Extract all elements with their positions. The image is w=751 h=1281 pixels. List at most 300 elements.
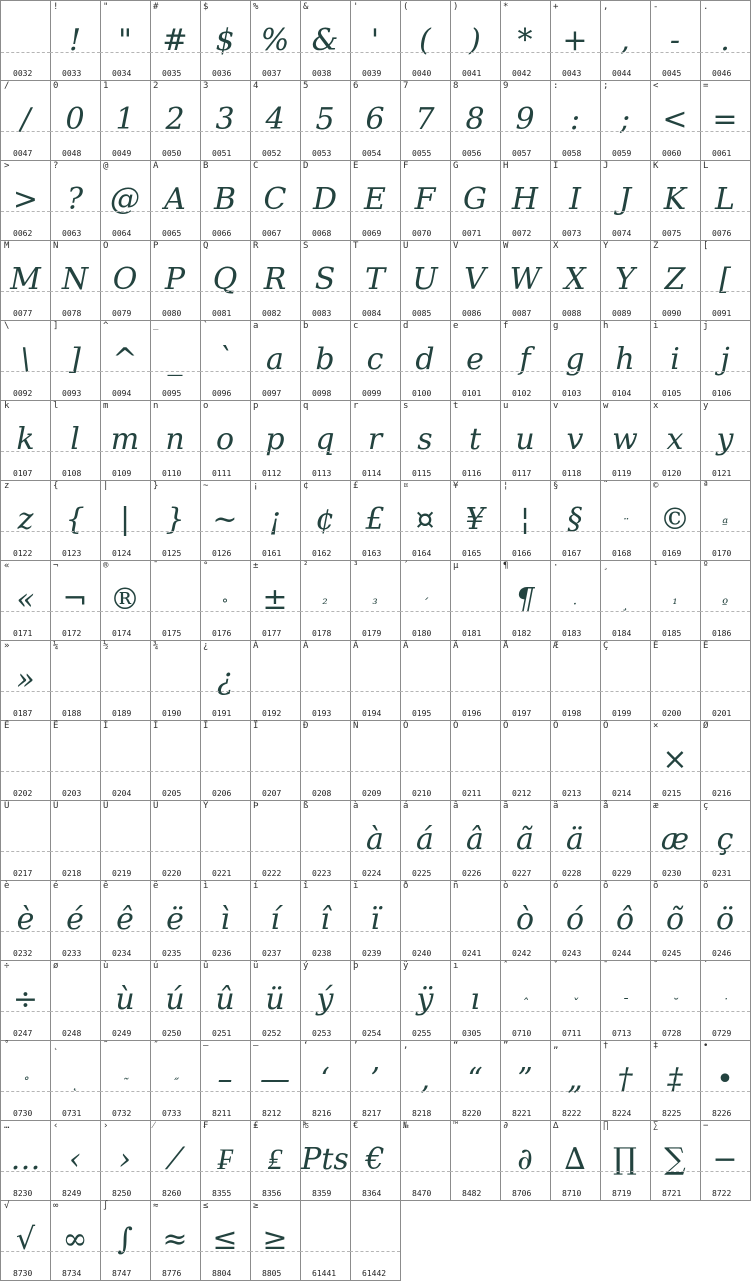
glyph-codepoint: 0164 (412, 549, 432, 558)
glyph-label: } (153, 481, 159, 491)
glyph-sample: s (417, 422, 433, 457)
glyph-cell (650, 880, 701, 961)
glyph-sample: ÿ (416, 982, 434, 1017)
glyph-label: ~ (203, 481, 209, 491)
glyph-cell (600, 240, 651, 321)
glyph-sample: ~ (212, 502, 238, 537)
glyph-label: 7 (403, 81, 409, 91)
glyph-label: \ (4, 321, 10, 331)
glyph-label: > (4, 161, 10, 171)
glyph-label: ’ (353, 1041, 359, 1051)
glyph-cell (200, 560, 251, 641)
glyph-sample: 7 (415, 102, 435, 137)
baseline-guide (250, 611, 300, 612)
glyph-cell (150, 80, 201, 161)
glyph-label: v (553, 401, 559, 411)
glyph-label: ß (303, 801, 309, 811)
baseline-guide (600, 131, 650, 132)
glyph-cell (350, 400, 401, 481)
glyph-codepoint: 61442 (362, 1269, 387, 1278)
glyph-label: 8 (453, 81, 459, 91)
glyph-cell (550, 1120, 601, 1201)
glyph-sample: ≥ (262, 1222, 288, 1257)
baseline-guide (250, 451, 300, 452)
glyph-codepoint: 0198 (562, 709, 582, 718)
glyph-sample: ; (619, 102, 631, 137)
glyph-cell (650, 80, 701, 161)
glyph-codepoint: 0203 (62, 789, 82, 798)
glyph-label: № (403, 1121, 409, 1131)
baseline-guide (300, 851, 350, 852)
glyph-label: ‡ (653, 1041, 659, 1051)
glyph-cell (400, 320, 451, 401)
glyph-codepoint: 0076 (712, 229, 732, 238)
glyph-codepoint: 0219 (112, 869, 132, 878)
glyph-sample: L (715, 182, 735, 217)
glyph-cell (650, 240, 701, 321)
glyph-label: c (353, 321, 359, 331)
glyph-label: Í (153, 721, 159, 731)
glyph-sample: ∏ (613, 1142, 637, 1177)
baseline-guide (150, 1251, 200, 1252)
baseline-guide (650, 291, 700, 292)
glyph-codepoint: 0034 (112, 69, 132, 78)
glyph-cell (450, 160, 501, 241)
glyph-label: H (503, 161, 509, 171)
glyph-codepoint: 0042 (512, 69, 532, 78)
baseline-guide (350, 531, 400, 532)
baseline-guide (450, 531, 500, 532)
baseline-guide (150, 371, 200, 372)
glyph-cell (100, 160, 151, 241)
glyph-sample: : (569, 102, 581, 137)
glyph-label: A (153, 161, 159, 171)
glyph-cell (450, 560, 501, 641)
baseline-guide (700, 291, 750, 292)
glyph-sample: F (414, 182, 436, 217)
glyph-label: 6 (353, 81, 359, 91)
glyph-codepoint: 0233 (62, 949, 82, 958)
glyph-label: M (4, 241, 10, 251)
baseline-guide (350, 291, 400, 292)
glyph-label: ∑ (653, 1121, 659, 1131)
glyph-cell (150, 880, 201, 961)
glyph-codepoint: 0057 (512, 149, 532, 158)
glyph-cell (50, 560, 101, 641)
glyph-cell (350, 80, 401, 161)
baseline-guide (400, 131, 450, 132)
glyph-label: X (553, 241, 559, 251)
glyph-cell (600, 640, 651, 721)
baseline-guide (100, 1011, 150, 1012)
baseline-guide (150, 131, 200, 132)
glyph-sample: “ (467, 1062, 483, 1097)
glyph-codepoint: 0228 (562, 869, 582, 878)
glyph-codepoint: 0099 (362, 389, 382, 398)
glyph-label: [ (703, 241, 709, 251)
baseline-guide (200, 211, 250, 212)
glyph-codepoint: 0167 (562, 549, 582, 558)
glyph-codepoint: 0248 (62, 1029, 82, 1038)
glyph-sample: ' (370, 23, 380, 58)
glyph-cell (300, 240, 351, 321)
glyph-sample: ¦ (519, 502, 531, 537)
glyph-codepoint: 0186 (712, 629, 732, 638)
glyph-label: & (303, 2, 309, 12)
glyph-codepoint: 0032 (13, 69, 33, 78)
glyph-codepoint: 0172 (62, 629, 82, 638)
glyph-sample: U (412, 262, 438, 297)
glyph-cell (250, 880, 301, 961)
glyph-label: ù (103, 961, 109, 971)
glyph-sample: & (311, 23, 339, 58)
glyph-sample: 0 (65, 102, 85, 137)
glyph-codepoint: 0106 (712, 389, 732, 398)
glyph-label: í (253, 881, 259, 891)
glyph-codepoint: 0234 (112, 949, 132, 958)
baseline-guide (650, 611, 700, 612)
glyph-cell (250, 80, 301, 161)
baseline-guide (400, 691, 450, 692)
baseline-guide (1, 1171, 50, 1172)
glyph-codepoint: 0123 (62, 549, 82, 558)
glyph-codepoint: 0216 (712, 789, 732, 798)
glyph-sample: R (263, 262, 287, 297)
glyph-codepoint: 0075 (662, 229, 682, 238)
glyph-label: 9 (503, 81, 509, 91)
glyph-label: ÷ (4, 961, 10, 971)
glyph-cell (650, 720, 701, 801)
glyph-cell (50, 1200, 101, 1281)
glyph-label: “ (453, 1041, 459, 1051)
glyph-cell (150, 800, 201, 881)
glyph-cell (300, 480, 351, 561)
baseline-guide (550, 371, 600, 372)
baseline-guide (1, 1091, 50, 1092)
baseline-guide (200, 1091, 250, 1092)
glyph-cell (250, 560, 301, 641)
baseline-guide (550, 131, 600, 132)
glyph-sample: x (666, 422, 684, 457)
glyph-cell (350, 640, 401, 721)
glyph-label: | (103, 481, 109, 491)
baseline-guide (550, 52, 600, 53)
baseline-guide (250, 1251, 300, 1252)
glyph-cell (600, 1040, 651, 1121)
glyph-codepoint: 0082 (262, 309, 282, 318)
glyph-cell (450, 720, 501, 801)
glyph-codepoint: 0114 (362, 469, 382, 478)
glyph-label: ¼ (53, 641, 59, 651)
glyph-label: Y (603, 241, 609, 251)
glyph-sample: e (466, 342, 484, 377)
baseline-guide (700, 131, 750, 132)
glyph-cell (350, 320, 401, 401)
glyph-label: S (303, 241, 309, 251)
glyph-codepoint: 8221 (512, 1109, 532, 1118)
baseline-guide (400, 1091, 450, 1092)
glyph-label: y (703, 401, 709, 411)
glyph-label: þ (353, 961, 359, 971)
glyph-codepoint: 0227 (512, 869, 532, 878)
glyph-label: £ (353, 481, 359, 491)
glyph-codepoint: 0244 (612, 949, 632, 958)
glyph-sample: v (566, 422, 584, 457)
glyph-label: ³ (353, 561, 359, 571)
glyph-cell (0, 560, 51, 641)
glyph-cell (300, 880, 351, 961)
baseline-guide (200, 1011, 250, 1012)
glyph-sample: [ (719, 262, 731, 297)
glyph-codepoint: 0207 (262, 789, 282, 798)
glyph-codepoint: 0209 (362, 789, 382, 798)
glyph-label: × (653, 721, 659, 731)
glyph-label: ¥ (453, 481, 459, 491)
glyph-sample: = (712, 102, 738, 137)
glyph-label: { (53, 481, 59, 491)
glyph-sample: H (511, 182, 539, 217)
glyph-sample: ë (166, 902, 184, 937)
glyph-cell (600, 800, 651, 881)
glyph-sample: ú (165, 982, 185, 1017)
glyph-sample: ° (221, 597, 229, 612)
glyph-cell (150, 640, 201, 721)
glyph-label: ê (103, 881, 109, 891)
glyph-codepoint: 0067 (262, 229, 282, 238)
baseline-guide (200, 52, 250, 53)
glyph-cell (150, 1200, 201, 1281)
glyph-cell (50, 0, 101, 81)
baseline-guide (1, 531, 50, 532)
glyph-cell (250, 640, 301, 721)
glyph-cell (350, 0, 401, 81)
glyph-codepoint: 0161 (262, 549, 282, 558)
baseline-guide (300, 531, 350, 532)
glyph-label: ‘ (303, 1041, 309, 1051)
glyph-label: d (403, 321, 409, 331)
glyph-cell (350, 240, 401, 321)
glyph-sample: ’ (370, 1062, 380, 1097)
glyph-codepoint: 0119 (612, 469, 632, 478)
glyph-cell (350, 160, 401, 241)
glyph-label: å (603, 801, 609, 811)
glyph-sample: ¡ (268, 502, 282, 537)
baseline-guide (200, 531, 250, 532)
glyph-label: ˚ (4, 1041, 10, 1051)
glyph-label: ð (403, 881, 409, 891)
glyph-sample: % (260, 23, 290, 58)
glyph-cell (350, 880, 401, 961)
baseline-guide (100, 451, 150, 452)
glyph-codepoint: 0193 (312, 709, 332, 718)
glyph-sample: k (16, 422, 35, 457)
glyph-codepoint: 0252 (262, 1029, 282, 1038)
glyph-sample: £ (365, 502, 385, 537)
glyph-cell (400, 640, 451, 721)
baseline-guide (350, 931, 400, 932)
glyph-label: C (253, 161, 259, 171)
glyph-sample: 3 (215, 102, 235, 137)
baseline-guide (200, 931, 250, 932)
glyph-label: ¶ (503, 561, 509, 571)
glyph-sample: ý (316, 982, 334, 1017)
baseline-guide (600, 1171, 650, 1172)
glyph-sample: ü (265, 982, 285, 1017)
glyph-sample: ô (615, 902, 635, 937)
baseline-guide (550, 1091, 600, 1092)
glyph-codepoint: 0179 (362, 629, 382, 638)
glyph-sample: l (70, 422, 80, 457)
baseline-guide (100, 371, 150, 372)
baseline-guide (100, 931, 150, 932)
glyph-label: ã (503, 801, 509, 811)
baseline-guide (350, 371, 400, 372)
baseline-guide (500, 451, 550, 452)
glyph-codepoint: 0095 (162, 389, 182, 398)
glyph-sample: X (564, 262, 586, 297)
glyph-cell (500, 480, 551, 561)
baseline-guide (450, 691, 500, 692)
baseline-guide (300, 1171, 350, 1172)
glyph-codepoint: 0249 (112, 1029, 132, 1038)
glyph-cell (600, 400, 651, 481)
glyph-codepoint: 0103 (562, 389, 582, 398)
glyph-cell (300, 800, 351, 881)
glyph-sample: ˜ (121, 1077, 129, 1092)
glyph-label: @ (103, 161, 109, 171)
glyph-label: b (303, 321, 309, 331)
glyph-label: ö (703, 881, 709, 891)
glyph-cell (100, 320, 151, 401)
glyph-cell (400, 880, 451, 961)
glyph-cell (200, 320, 251, 401)
baseline-guide (150, 291, 200, 292)
baseline-guide (550, 1171, 600, 1172)
glyph-label: † (603, 1041, 609, 1051)
glyph-sample: I (569, 182, 581, 217)
glyph-label: ¤ (403, 481, 409, 491)
glyph-cell (600, 1120, 651, 1201)
glyph-codepoint: 0217 (13, 869, 33, 878)
glyph-sample: r (367, 422, 383, 457)
baseline-guide (1, 1251, 50, 1252)
glyph-label: P (153, 241, 159, 251)
glyph-cell (50, 800, 101, 881)
glyph-cell (600, 960, 651, 1041)
baseline-guide (300, 771, 350, 772)
baseline-guide (50, 851, 100, 852)
glyph-codepoint: 0113 (312, 469, 332, 478)
glyph-label: Å (503, 641, 509, 651)
glyph-sample: J (618, 182, 632, 217)
glyph-label: ⁄ (153, 1121, 155, 1131)
glyph-label: ¹ (653, 561, 659, 571)
baseline-guide (250, 531, 300, 532)
glyph-label: q (303, 401, 309, 411)
glyph-cell (200, 80, 251, 161)
glyph-codepoint: 0178 (312, 629, 332, 638)
glyph-cell (300, 1040, 351, 1121)
glyph-sample: C (263, 182, 287, 217)
baseline-guide (150, 931, 200, 932)
baseline-guide (1, 211, 50, 212)
glyph-sample: √ (15, 1222, 36, 1257)
baseline-guide (350, 1091, 400, 1092)
glyph-label: è (4, 881, 10, 891)
glyph-sample: · (572, 597, 578, 612)
glyph-label: ¯ (153, 561, 159, 571)
glyph-cell (500, 880, 551, 961)
glyph-sample: − (712, 1142, 738, 1177)
glyph-codepoint: 8805 (262, 1269, 282, 1278)
glyph-sample: ˆ (521, 997, 529, 1012)
glyph-cell (650, 1120, 701, 1201)
glyph-label: Ú (53, 801, 59, 811)
glyph-codepoint: 0056 (462, 149, 482, 158)
glyph-sample: + (562, 23, 588, 58)
glyph-codepoint: 0189 (112, 709, 132, 718)
glyph-cell (200, 240, 251, 321)
glyph-label: û (203, 961, 209, 971)
glyph-cell (450, 1120, 501, 1201)
glyph-codepoint: 0120 (662, 469, 682, 478)
glyph-sample: í (270, 902, 280, 937)
glyph-codepoint: 0191 (212, 709, 232, 718)
glyph-label: ò (503, 881, 509, 891)
glyph-label: › (103, 1121, 109, 1131)
glyph-cell (100, 400, 151, 481)
glyph-codepoint: 0084 (362, 309, 382, 318)
glyph-cell (300, 720, 351, 801)
baseline-guide (400, 1171, 450, 1172)
glyph-sample: ! (68, 23, 82, 58)
glyph-cell (300, 160, 351, 241)
glyph-sample: ∂ (517, 1142, 533, 1177)
baseline-guide (600, 1091, 650, 1092)
glyph-label: s (403, 401, 409, 411)
baseline-guide (400, 1011, 450, 1012)
glyph-codepoint: 0087 (512, 309, 532, 318)
glyph-cell (600, 880, 651, 961)
baseline-guide (550, 851, 600, 852)
glyph-sample: , (620, 23, 630, 58)
glyph-label: ø (53, 961, 59, 971)
glyph-codepoint: 0107 (13, 469, 33, 478)
glyph-cell (300, 1120, 351, 1201)
baseline-guide (450, 1091, 500, 1092)
glyph-codepoint: 8250 (112, 1189, 132, 1198)
glyph-codepoint: 0070 (412, 229, 432, 238)
glyph-cell (0, 640, 51, 721)
glyph-codepoint: 0168 (612, 549, 632, 558)
glyph-label: ý (303, 961, 309, 971)
baseline-guide (350, 851, 400, 852)
glyph-cell (300, 960, 351, 1041)
glyph-sample: ¸ (621, 597, 629, 612)
glyph-cell (450, 0, 501, 81)
glyph-cell (200, 640, 251, 721)
baseline-guide (400, 851, 450, 852)
glyph-cell (250, 1200, 301, 1281)
glyph-cell (550, 640, 601, 721)
glyph-codepoint: 0115 (412, 469, 432, 478)
glyph-label: ∫ (103, 1201, 109, 1211)
glyph-cell (50, 480, 101, 561)
glyph-label: F (403, 161, 409, 171)
glyph-sample: é (66, 902, 84, 937)
glyph-label: ₤ (253, 1121, 259, 1131)
glyph-cell (650, 800, 701, 881)
